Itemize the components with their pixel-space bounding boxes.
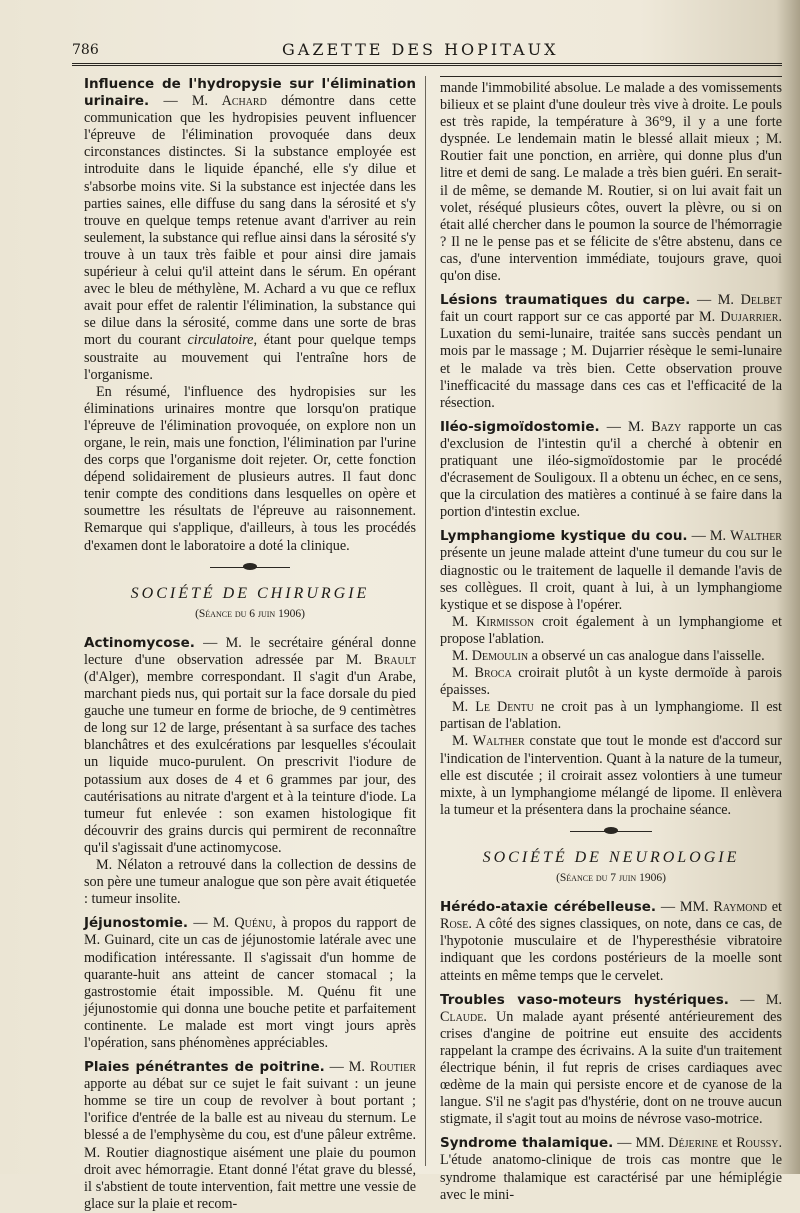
article-title: Syndrome thalamique. [440,1135,614,1152]
paragraph-continued: mande l'immobilité absolue. Le malade a des vomissements bilieux et se plaint d'une douleur très vive à droite. Le pouls est très rapide, la température à 36°9, il y a une forte dyspnée. Le lendemain matin le blessé allait mieux ; M. Routier fait une ponction, en arrière, qui donne plus d'un litre et demi de sang. Le malade a très bien guéri. En serait-il de même, se demande M. Routier, si on lui avait fait un volet, réséqué plusieurs côtes, ouvert la plèvre, ou si on était allé chercher dans le poumon la source de l'hémorragie ? Il ne le pense pas et se félicite de s'être abstenu, dans ce cas, d'une intervention immédiate, toujours grave, quoi qu'on dise. [440,80,782,285]
paragraph: M. Kirmisson croit également à un lymphangiome et propose l'ablation. [440,613,782,647]
journal-title: GAZETTE DES HOPITAUX [282,40,559,59]
author: Delbet [740,292,782,309]
article-title: Iléo-sigmoïdostomie. [440,418,600,435]
ornament-divider [84,555,416,579]
author: Déjerine [668,1135,718,1152]
article-title: Lymphangiome kystique du cou. [440,528,688,545]
article-title: Troubles vaso-moteurs hystériques. [440,991,729,1008]
author: M. Brault [345,651,416,668]
left-column [84,76,416,1213]
page-number: 786 [72,42,99,58]
paragraph: M. Le Dentu ne croit pas à un lymphangiome. Il est partisan de l'ablation. [440,699,783,733]
author: Walther [730,528,782,545]
author: M. Walther [452,733,525,750]
author: Routier [369,1059,416,1076]
author: M. Achard [191,93,267,110]
society-heading: SOCIÉTÉ DE NEUROLOGIE [482,848,740,866]
article-title: Influence de l'hydropysie sur l'élimination urinaire. [84,76,416,110]
right-column [440,76,782,1204]
author: M. Demoulin [452,648,529,664]
article-title: Jéjunostomie. [84,915,189,932]
paragraph: M. Walther constate que tout le monde est d'accord sur l'indication de l'intervention. Quant à la nature de la tumeur, elle est discutée ; il croirait assez volontiers à une tumeur mixte, à un lymphangiome mélangé de lipome. Il enlèvera la tumeur et la présentera dans la prochaine séance. [440,733,782,818]
author: Bazy [651,418,682,435]
article-title: Plaies pénétrantes de poitrine. [84,1059,325,1076]
column-divider [425,76,426,1166]
article-ileo-sigmoidostomie: Iléo-sigmoïdostomie. — M. Bazy rapporte un cas d'exclusion de l'intestin qu'il a cherché à obtenir en pratiquant une iléo-sigmoïdostomie par le procédé d'écrasement de Souligoux. Il a obtenu un échec, en ce sens, que la circulation des matières a continué à se faire dans la portion d'intestin exclue. [440,418,782,521]
article-title: Lésions traumatiques du carpe. [440,292,691,309]
author: M. Le Dentu [452,699,534,716]
article-jejunostomie: Jéjunostomie. — M. Quénu, à propos du rapport de M. Guinard, cite un cas de jéjunostomie latérale avec une modification intéressante. Il s'agissait d'un homme de quarante-huit ans atteint de cancer stomacal ; la gastrostomie était impossible. M. Quénu fit une jéjunostomie qui donna une bouche petite et parfaitement continente. Le malade est mort vingt jours après l'opération, sans phénomènes appréciables. [84,915,416,1051]
seance-date: (Séance du 7 juin 1906) [556,872,666,885]
article-hydropisie: Influence de l'hydropysie sur l'élimination urinaire. — M. Achard démontre dans cette communication que les hydropisies peuvent influencer l'épreuve de l'élimination provoquée dans deux circonstances distinctes. Si la substance employée est introduite dans le liquide épanché, elle s'y dilue et s'absorbe moins vite. Si la substance est injectée dans les parties saines, elle diffuse du sang dans la sérosité et s'y trouve en quelque temps retenue avant d'arriver au rein seulement, la substance qui reflue ainsi dans la sérosité s'y trouve à un taux très faible et pour ainsi dire jamais supérieur à celui qu'il atteint dans le sérum. En opérant avec le bleu de méthylène, M. Achard a vu que ce reflux avait pour effet de ralentir l'élimination, la substance qui se dilue dans la sérosité, comme dans une sorte de bras mort du courant circulatoire, étant pour quelque temps soustraite au mouvement qui l'entraîne hors de l'organisme. [84,76,416,383]
author: Quénu [234,915,273,932]
article-title: Actinomycose. [84,634,195,651]
article-actinomycose: Actinomycose. — M. le secrétaire général donne lecture d'une observation adressée par M. Brault (d'Alger), membre correspondant. Il s'agit d'un Arabe, marchant pieds nus, qui portait sur la face dorsale du pied gauche une tumeur en forme de brioche, de 9 centimètres de long sur 12 de large, présentant à sa surface des taches blanchâtres et des exulcérations par lesquelles s'écoulait un liquide muco-purulent. On prescrivit l'iodure de potassium aux doses de 4 et 6 grammes par jour, des cautérisations au nitrate d'argent et à la teinture d'iode. La tumeur fut enlevée : son examen histologique fit découvrir des grains durcis qui permirent de reconnaître qu'il s'agissait d'une actinomycose. [84,634,416,856]
header-rule [72,63,782,66]
article-carpe: Lésions traumatiques du carpe. — M. Delbet fait un court rapport sur ce cas apporté par M. Dujarrier. Luxation du semi-lunaire, traitée sans succès pendant un mois par le massage ; M. Dujarrier résèque le semi-lunaire et le malade va très bien. Cette observation prouve l'inefficacité du massage dans ces cas et l'efficacité de la résection. [440,292,782,411]
seance-date: (Séance du 6 juin 1906) [195,607,305,620]
article-troubles-vaso-moteurs: Troubles vaso-moteurs hystériques. — M. Claude. Un malade ayant présenté antérieurement des crises d'angine de poitrine eut ensuite des accidents rappelant la crampe des écrivains. A la suite d'un traitement électrique bénin, il fut repris de crises cardiaques avec œdème de la main qui persiste encore et de cyanose de la langue. S'il ne s'agit pas d'hystérie, dont on ne trouve aucun stigmate, il s'agit tout au moins de névrose vaso-motrice. [440,991,782,1128]
article-title: Hérédo-ataxie cérébelleuse. [440,899,657,916]
author: Claude [440,1008,484,1025]
article-plaies-poitrine: Plaies pénétrantes de poitrine. — M. Routier apporte au débat sur ce sujet le fait suivant : un jeune homme se tire un coup de revolver à bout portant ; l'orifice d'entrée de la balle est au niveau du sternum. Le blessé a de l'emphysème du cou, est d'une pâleur extrême. M. Routier diagnostique aisément une plaie du poumon droit avec hémorragie. Etant donné l'état grave du blessé, il s'abstient de toute intervention, fait mettre une vessie de glace sur la plaie et recom- [84,1059,416,1212]
page-header [72,38,782,62]
paragraph: M. Broca croirait plutôt à un kyste dermoïde à parois épaisses. [440,665,782,699]
paragraph: M. Nélaton a retrouvé dans la collection de dessins de son père une tumeur analogue que son père avait étiquetée : tumeur insolite. [84,857,416,908]
article-heredo-ataxie: Hérédo-ataxie cérébelleuse. — MM. Raymond et Rose. A côté des signes classiques, on note, dans ce cas, de l'hypotonie musculaire et de l'hyperesthésie vibratoire indiquant que les cordons postérieurs de la moelle sont atteints en même temps que le cervelet. [440,899,783,984]
author: Raymond [713,899,767,916]
article-lymphangiome: Lymphangiome kystique du cou. — M. Walther présente un jeune malade atteint d'une tumeur du cou sur le diagnostic ou le traitement de laquelle il demande l'avis de ses collègues. Il croit, quant à lui, à un lymphangiome kystique et se dispose à l'opérer. [440,528,782,613]
paragraph: En résumé, l'influence des hydropisies sur les éliminations urinaires montre que lorsqu'on pratique l'épreuve de l'élimination provoquée, on explore non un organe, le rein, mais une fonction, l'élimination par l'urine des corps que l'organisme doit rejeter. Or, cette fonction dépend solidairement de plusieurs autres. Il faut donc tenir compte des conditions dans lesquelles on opère et soumettre les résultats de l'épreuve au raisonnement. Remarque qui s'applique, d'ailleurs, à tous les procédés d'examen dont le laboratoire a doté la clinique. [84,383,416,554]
author: Roussy [736,1135,779,1152]
rule [440,76,782,77]
ornament-divider [440,819,782,843]
author: Rose [440,916,469,933]
society-heading: SOCIÉTÉ DE CHIRURGIE [130,584,370,602]
author: Dujarrier [720,309,779,326]
author: M. Broca [452,665,512,682]
paragraph: M. Demoulin a observé un cas analogue dans l'aisselle. [452,648,765,664]
author: M. Kirmisson [452,613,535,630]
article-syndrome-thalamique: Syndrome thalamique. — MM. Déjerine et Roussy. L'étude anatomo-clinique de trois cas montre que le syndrome thalamique est caractérisé par une hémiplégie avec le mini- [440,1135,782,1203]
